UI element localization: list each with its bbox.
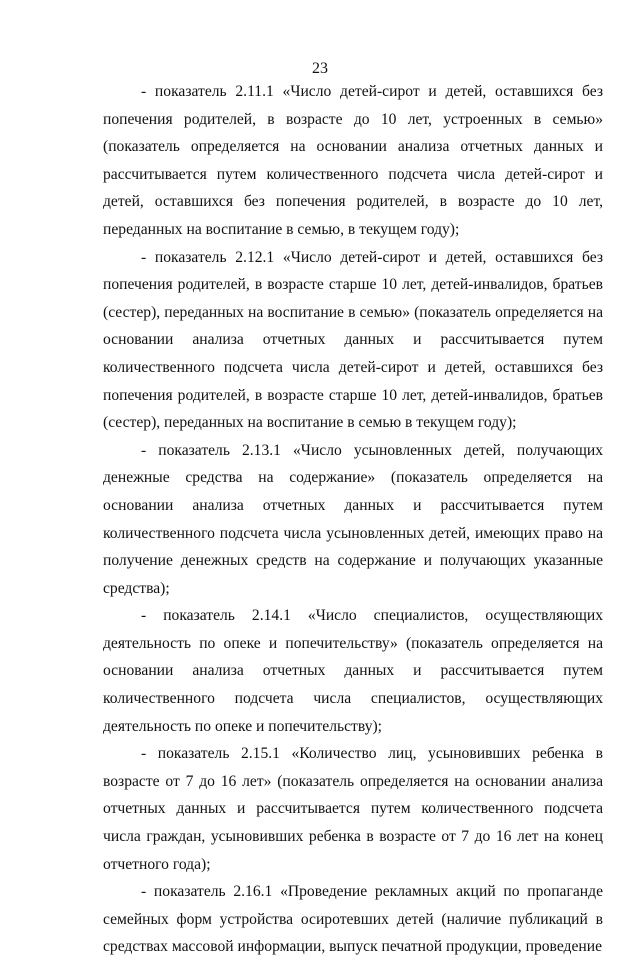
document-body: [103, 78, 603, 961]
paragraph-indicator-2-13-1: - показатель 2.13.1 «Число усыновленных детей, получающих денежные средства на содержание» (показатель определяется на основании анализа отчетных данных и рассчитывается путем количественного подсчета числа усыновленных детей, имеющих право на получение денежных средств на содержание и получающих указанные средства);: [103, 441, 603, 597]
page-number: 23: [312, 60, 328, 77]
paragraph-indicator-2-15-1: - показатель 2.15.1 «Количество лиц, усыновивших ребенка в возрасте от 7 до 16 лет» (показатель определяется на основании анализа отчетных данных и рассчитывается путем количественного подсчета числа граждан, усыновивших ребенка в возрасте от 7 до 16 лет на конец отчетного года);: [103, 745, 603, 873]
paragraph-indicator-2-16-1: - показатель 2.16.1 «Проведение рекламных акций по пропаганде семейных форм устройства осиротевших детей (наличие публикаций в средствах массовой информации, выпуск печатной продукции, проведение: [103, 883, 603, 956]
paragraph-indicator-2-12-1: - показатель 2.12.1 «Число детей-сирот и детей, оставшихся без попечения родителей, в возрасте старше 10 лет, детей-инвалидов, братьев (сестер), переданных на воспитание в семью» (показатель определяется на основании анализа отчетных данных и рассчитывается путем количественного подсчета числа детей-сирот и детей, оставшихся без попечения родителей, в возрасте старше 10 лет, детей-инвалидов, братьев (сестер), переданных на воспитание в семью в текущем году);: [103, 248, 603, 432]
paragraph-indicator-2-14-1: - показатель 2.14.1 «Число специалистов, осуществляющих деятельность по опеке и попечительству» (показатель определяется на основании анализа отчетных данных и рассчитывается путем количественного подсчета числа специалистов, осуществляющих деятельность по опеке и попечительству);: [103, 607, 603, 735]
paragraph-indicator-2-11-1: - показатель 2.11.1 «Число детей-сирот и детей, оставшихся без попечения родителей, в возрасте до 10 лет, устроенных в семью» (показатель определяется на основании анализа отчетных данных и рассчитывается путем количественного подсчета числа детей-сирот и детей, оставшихся без попечения родителей, в возрасте до 10 лет, переданных на воспитание в семью, в текущем году);: [103, 83, 603, 238]
